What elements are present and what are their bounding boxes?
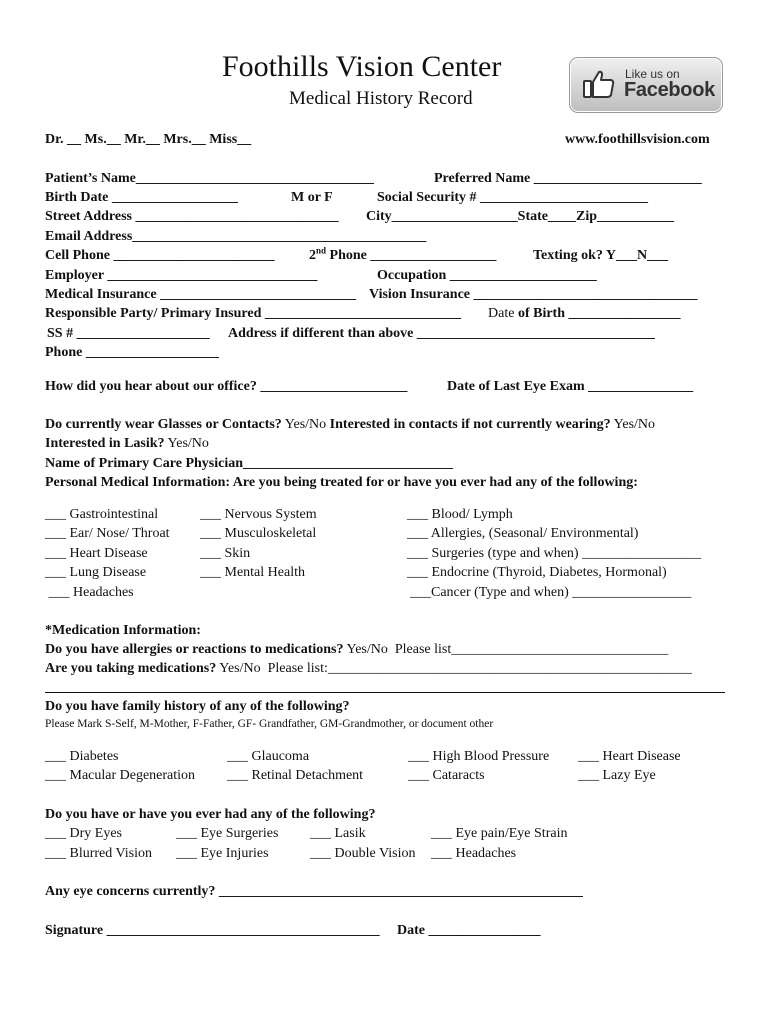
medication-allergies-answer[interactable]: Yes/No Please list_______________________________ (343, 642, 669, 657)
responsible-ss-field[interactable]: SS # ___________________ (47, 326, 210, 341)
second-phone-field[interactable] (309, 247, 496, 264)
family-history-item[interactable]: ___ Retinal Detachment (227, 768, 364, 783)
eye-history-item[interactable]: ___ Double Vision (310, 846, 416, 861)
current-medications-row[interactable] (45, 660, 692, 677)
patient-name-field[interactable]: Patient’s Name__________________________________ (45, 171, 374, 186)
condition-item[interactable]: ___ Heart Disease (45, 546, 148, 561)
primary-care-physician-field[interactable]: Name of Primary Care Physician______________________________ (45, 456, 454, 471)
eye-history-item[interactable]: ___ Dry Eyes (45, 826, 122, 841)
condition-item[interactable]: ___ Surgeries (type and when) _________________ (407, 546, 702, 561)
family-history-item[interactable]: ___ Cataracts (408, 768, 485, 783)
signature-date-field[interactable]: Date ________________ (397, 923, 541, 938)
condition-item[interactable]: ___ Headaches (45, 585, 134, 600)
thumbs-up-icon (582, 67, 616, 101)
medical-insurance-field[interactable]: Medical Insurance ____________________________ (45, 287, 357, 302)
facebook-brand-label: Facebook (624, 79, 715, 101)
facebook-like-button[interactable] (569, 57, 723, 113)
vision-insurance-field[interactable]: Vision Insurance ________________________________ (369, 287, 698, 302)
medication-continuation-line[interactable] (45, 692, 725, 693)
eye-history-item[interactable]: ___ Headaches (431, 846, 517, 861)
responsible-party-field[interactable]: Responsible Party/ Primary Insured ____________________________ (45, 306, 461, 321)
medication-heading: *Medication Information: (45, 623, 201, 638)
cell-phone-field[interactable]: Cell Phone _______________________ (45, 248, 275, 263)
second-phone-ordinal: nd (316, 245, 327, 256)
family-history-heading: Do you have family history of any of the following? (45, 699, 350, 714)
salutation-options[interactable]: Dr. __ Ms.__ Mr.__ Mrs.__ Miss__ (45, 132, 252, 147)
eye-history-item[interactable]: ___ Eye pain/Eye Strain (431, 826, 568, 841)
medication-allergies-row[interactable] (45, 641, 668, 658)
eye-history-heading: Do you have or have you ever had any of the following? (45, 807, 376, 822)
street-address-field[interactable]: Street Address _____________________________ (45, 209, 339, 224)
texting-ok-field[interactable]: Texting ok? Y___N___ (533, 248, 669, 263)
responsible-dob-label: of Birth ________________ (514, 306, 681, 321)
glasses-question: Do currently wear Glasses or Contacts? (45, 417, 282, 432)
condition-item[interactable]: ___ Blood/ Lymph (407, 507, 513, 522)
page-title: Foothills Vision Center (222, 50, 502, 83)
page-subtitle: Medical History Record (289, 88, 473, 109)
occupation-field[interactable]: Occupation _____________________ (377, 268, 597, 283)
family-history-item[interactable]: ___ Diabetes (45, 749, 119, 764)
birth-date-field[interactable]: Birth Date __________________ (45, 190, 238, 205)
website-link[interactable]: www.foothillsvision.com (565, 132, 710, 147)
condition-item[interactable]: ___ Allergies, (Seasonal/ Environmental) (407, 526, 639, 541)
referral-source-field[interactable]: How did you hear about our office? _____________________ (45, 379, 408, 394)
alternate-address-field[interactable]: Address if different than above __________________________________ (228, 326, 655, 341)
family-history-item[interactable]: ___ Macular Degeneration (45, 768, 196, 783)
ssn-field[interactable]: Social Security # ________________________ (377, 190, 649, 205)
eye-history-item[interactable]: ___ Lasik (310, 826, 366, 841)
condition-item[interactable]: ___Cancer (Type and when) _________________ (410, 585, 692, 600)
lasik-question-row[interactable] (45, 435, 209, 452)
family-history-note: Please Mark S-Self, M-Mother, F-Father, GF- Grandfather, GM-Grandmother, or document other (45, 718, 494, 730)
medication-allergies-question: Do you have allergies or reactions to medications? (45, 642, 344, 657)
sex-field[interactable]: M or F (291, 190, 333, 205)
condition-item[interactable]: ___ Skin (200, 546, 251, 561)
glasses-contacts-question[interactable] (45, 416, 655, 433)
condition-item[interactable]: ___ Endocrine (Thyroid, Diabetes, Hormonal) (407, 565, 667, 580)
second-phone-label: 2 (309, 248, 316, 263)
email-field[interactable]: Email Address__________________________________________ (45, 229, 427, 244)
signature-field[interactable]: Signature _______________________________________ (45, 923, 380, 938)
eye-history-item[interactable]: ___ Eye Surgeries (176, 826, 279, 841)
family-history-item[interactable]: ___ High Blood Pressure (408, 749, 550, 764)
employer-field[interactable]: Employer ______________________________ (45, 268, 318, 283)
family-history-item[interactable]: ___ Glaucoma (227, 749, 310, 764)
family-history-item[interactable]: ___ Lazy Eye (578, 768, 656, 783)
condition-item[interactable]: ___ Gastrointestinal (45, 507, 159, 522)
facebook-like-label: Like us on (625, 67, 680, 81)
lasik-answer[interactable]: Yes/No (164, 436, 209, 451)
eye-concerns-field[interactable]: Any eye concerns currently? ____________________________________________________ (45, 884, 583, 899)
eye-history-item[interactable]: ___ Eye Injuries (176, 846, 269, 861)
condition-item[interactable]: ___ Mental Health (200, 565, 305, 580)
family-history-item[interactable]: ___ Heart Disease (578, 749, 681, 764)
eye-history-item[interactable]: ___ Blurred Vision (45, 846, 153, 861)
responsible-dob-date-word: Date (488, 306, 515, 321)
preferred-name-field[interactable]: Preferred Name ________________________ (434, 171, 702, 186)
second-phone-line: Phone __________________ (326, 248, 497, 263)
lasik-question: Interested in Lasik? (45, 436, 165, 451)
responsible-phone-field[interactable]: Phone ___________________ (45, 345, 219, 360)
city-state-zip-field[interactable]: City__________________State____Zip___________ (366, 209, 674, 224)
last-eye-exam-field[interactable]: Date of Last Eye Exam _______________ (447, 379, 694, 394)
responsible-dob-field[interactable] (488, 305, 681, 322)
contacts-answer[interactable]: Yes/No (610, 417, 656, 432)
personal-medical-heading: Personal Medical Information: Are you being treated for or have you ever had any of the following: (45, 475, 638, 490)
glasses-answer[interactable]: Yes/No (281, 417, 330, 432)
condition-item[interactable]: ___ Lung Disease (45, 565, 147, 580)
current-medications-answer[interactable]: Yes/No Please list:____________________________________________________ (216, 661, 692, 676)
contacts-question: Interested in contacts if not currently wearing? (329, 417, 611, 432)
condition-item[interactable]: ___ Nervous System (200, 507, 317, 522)
current-medications-question: Are you taking medications? (45, 661, 217, 676)
condition-item[interactable]: ___ Musculoskeletal (200, 526, 317, 541)
condition-item[interactable]: ___ Ear/ Nose/ Throat (45, 526, 170, 541)
